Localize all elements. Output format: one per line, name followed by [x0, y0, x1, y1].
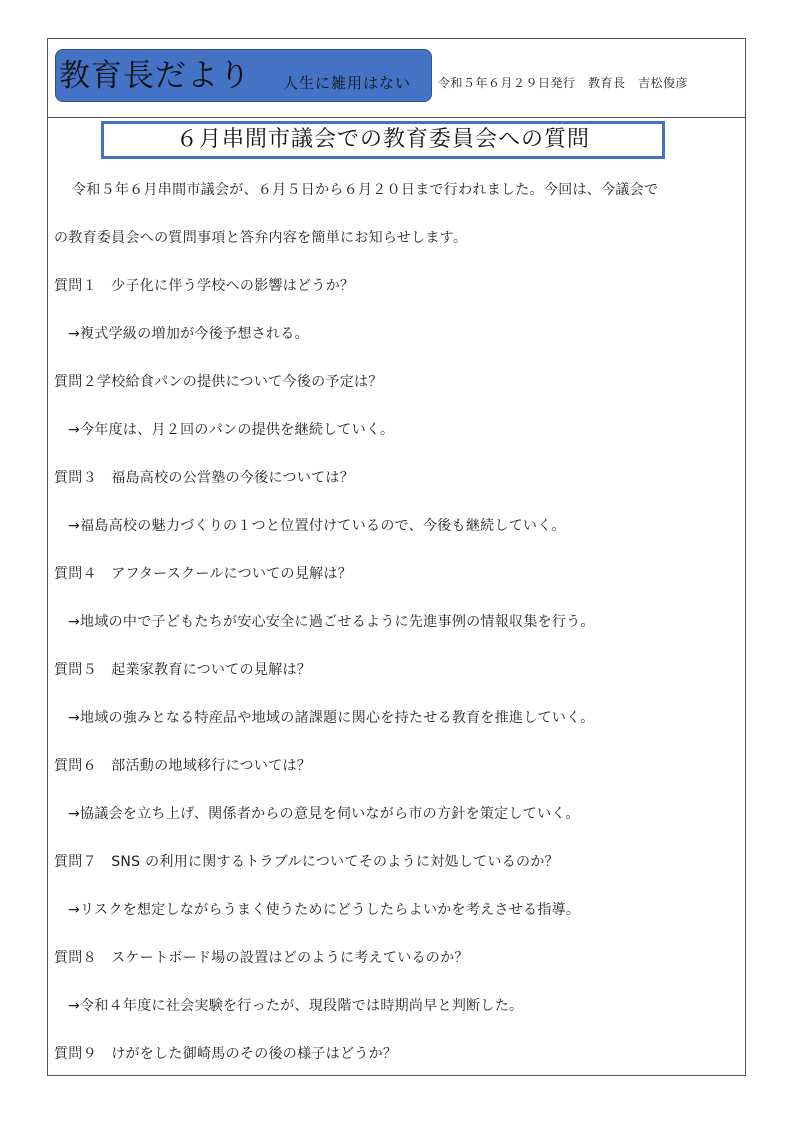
header — [48, 39, 745, 118]
answer-8: →令和４年度に社会実験を行ったが、現段階では時期尚早と判断した。 — [68, 998, 524, 1014]
answer-1: →複式学級の増加が今後予想される。 — [68, 326, 309, 342]
answer-7: →リスクを想定しながらうまく使うためにどうしたらよいかを考えさせる指導。 — [68, 902, 581, 918]
question-9: 質問９ けがをした御崎馬のその後の様子はどうか？ — [54, 1046, 398, 1062]
section-heading-text: ６月串間市議会での教育委員会への質問 — [175, 127, 590, 152]
intro-line-1: 令和５年６月串間市議会が、６月５日から６月２０日まで行われました。今回は、今議会で — [72, 182, 659, 198]
question-7: 質問７ SNS の利用に関するトラブルについてそのように対処しているのか？ — [54, 854, 559, 870]
question-1: 質問１ 少子化に伴う学校への影響はどうか？ — [54, 278, 355, 294]
question-2: 質問２学校給食パンの提供について今後の予定は？ — [54, 374, 383, 390]
answer-5: →地域の強みとなる特産品や地域の諸課題に関心を持たせる教育を推進していく。 — [68, 710, 595, 726]
answer-3: →福島高校の魅力づくりの１つと位置付けているので、今後も継続していく。 — [68, 518, 566, 534]
question-5: 質問５ 起業家教育についての見解は？ — [54, 662, 312, 678]
intro-line-2: の教育委員会への質問事項と答弁内容を簡単にお知らせします。 — [54, 230, 468, 246]
page-title: 教育長だより — [59, 58, 251, 94]
section-heading — [101, 121, 665, 159]
question-3: 質問３ 福島高校の公営塾の今後については？ — [54, 470, 355, 486]
issue-info: 令和５年６月２９日発行 教育長 吉松俊彦 — [438, 76, 689, 90]
answer-2: →今年度は、月２回のパンの提供を継続していく。 — [68, 422, 395, 438]
question-8: 質問８ スケートボード場の設置はどのように考えているのか？ — [54, 950, 469, 966]
answer-4: →地域の中で子どもたちが安心安全に過ごせるように先進事例の情報収集を行う。 — [68, 614, 595, 630]
question-6: 質問６ 部活動の地域移行については？ — [54, 758, 312, 774]
title-banner — [55, 49, 432, 102]
page-subtitle: 人生に雑用はない — [283, 74, 412, 92]
question-4: 質問４ アフタースクールについての見解は？ — [54, 566, 353, 582]
answer-6: →協議会を立ち上げ、関係者からの意見を伺いながら市の方針を策定していく。 — [68, 806, 580, 822]
